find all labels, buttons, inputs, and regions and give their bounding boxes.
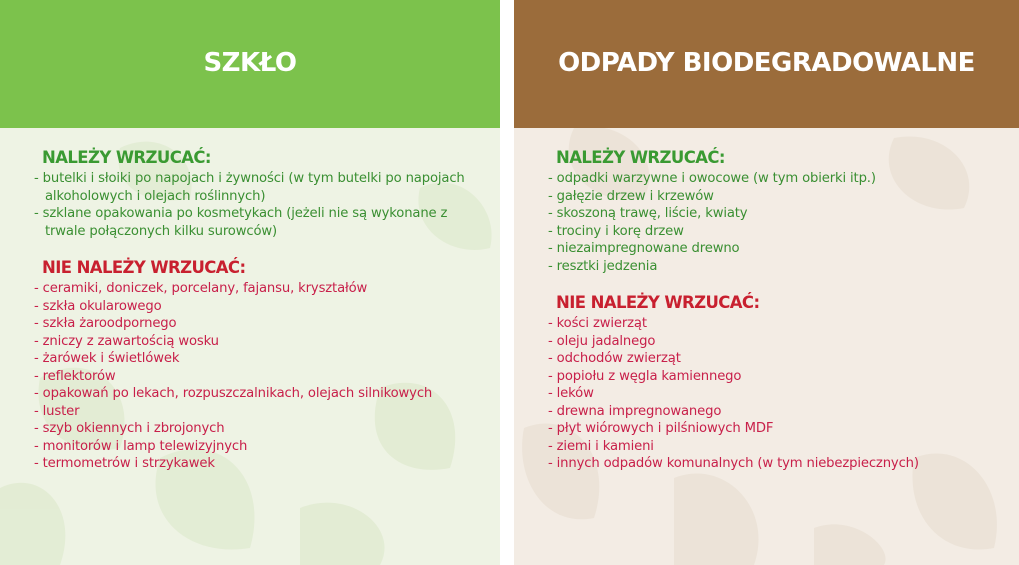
glass-forbidden-title: NIE NALEŻY WRZUCAĆ: bbox=[42, 258, 246, 277]
list-item: - resztki jedzenia bbox=[548, 258, 988, 276]
glass-forbidden-list bbox=[34, 280, 474, 473]
list-item: - trociny i korę drzew bbox=[548, 223, 988, 241]
list-item: - popiołu z węgla kamiennego bbox=[548, 368, 988, 386]
list-item: - innych odpadów komunalnych (w tym niebezpiecznych) bbox=[548, 455, 988, 473]
list-item: - drewna impregnowanego bbox=[548, 403, 988, 421]
bio-title: ODPADY BIODEGRADOWALNE bbox=[558, 48, 975, 78]
bio-allowed-list bbox=[548, 170, 988, 275]
bio-header bbox=[514, 0, 1019, 128]
glass-allowed-list bbox=[34, 170, 474, 240]
list-item: - gałęzie drzew i krzewów bbox=[548, 188, 988, 206]
list-item: - żarówek i świetlówek bbox=[34, 350, 474, 368]
bio-forbidden-title: NIE NALEŻY WRZUCAĆ: bbox=[556, 293, 760, 312]
glass-panel bbox=[0, 0, 500, 565]
panel-divider bbox=[500, 0, 514, 565]
list-item: - opakowań po lekach, rozpuszczalnikach, olejach silnikowych bbox=[34, 385, 474, 403]
list-item: - reflektorów bbox=[34, 368, 474, 386]
glass-content bbox=[34, 148, 474, 473]
bio-panel bbox=[514, 0, 1019, 565]
list-item: - kości zwierząt bbox=[548, 315, 988, 333]
bio-forbidden-list bbox=[548, 315, 988, 473]
list-item: - szyb okiennych i zbrojonych bbox=[34, 420, 474, 438]
list-item: - szklane opakowania po kosmetykach (jeżeli nie są wykonane z trwale połączonych kilku surowców) bbox=[34, 205, 474, 240]
list-item: - zniczy z zawartością wosku bbox=[34, 333, 474, 351]
list-item: - oleju jadalnego bbox=[548, 333, 988, 351]
list-item: - skoszoną trawę, liście, kwiaty bbox=[548, 205, 988, 223]
list-item: - ceramiki, doniczek, porcelany, fajansu, kryształów bbox=[34, 280, 474, 298]
list-item: - monitorów i lamp telewizyjnych bbox=[34, 438, 474, 456]
glass-allowed-title: NALEŻY WRZUCAĆ: bbox=[42, 148, 211, 167]
list-item: - odchodów zwierząt bbox=[548, 350, 988, 368]
glass-title: SZKŁO bbox=[203, 48, 297, 78]
list-item: - płyt wiórowych i pilśniowych MDF bbox=[548, 420, 988, 438]
list-item: - leków bbox=[548, 385, 988, 403]
list-item: - niezaimpregnowane drewno bbox=[548, 240, 988, 258]
bio-content bbox=[548, 148, 988, 473]
bio-allowed-title: NALEŻY WRZUCAĆ: bbox=[556, 148, 725, 167]
list-item: - luster bbox=[34, 403, 474, 421]
glass-header bbox=[0, 0, 500, 128]
list-item: - ziemi i kamieni bbox=[548, 438, 988, 456]
list-item: - szkła okularowego bbox=[34, 298, 474, 316]
list-item: - odpadki warzywne i owocowe (w tym obierki itp.) bbox=[548, 170, 988, 188]
list-item: - termometrów i strzykawek bbox=[34, 455, 474, 473]
list-item: - szkła żaroodpornego bbox=[34, 315, 474, 333]
list-item: - butelki i słoiki po napojach i żywności (w tym butelki po napojach alkoholowych i olejach roślinnych) bbox=[34, 170, 474, 205]
